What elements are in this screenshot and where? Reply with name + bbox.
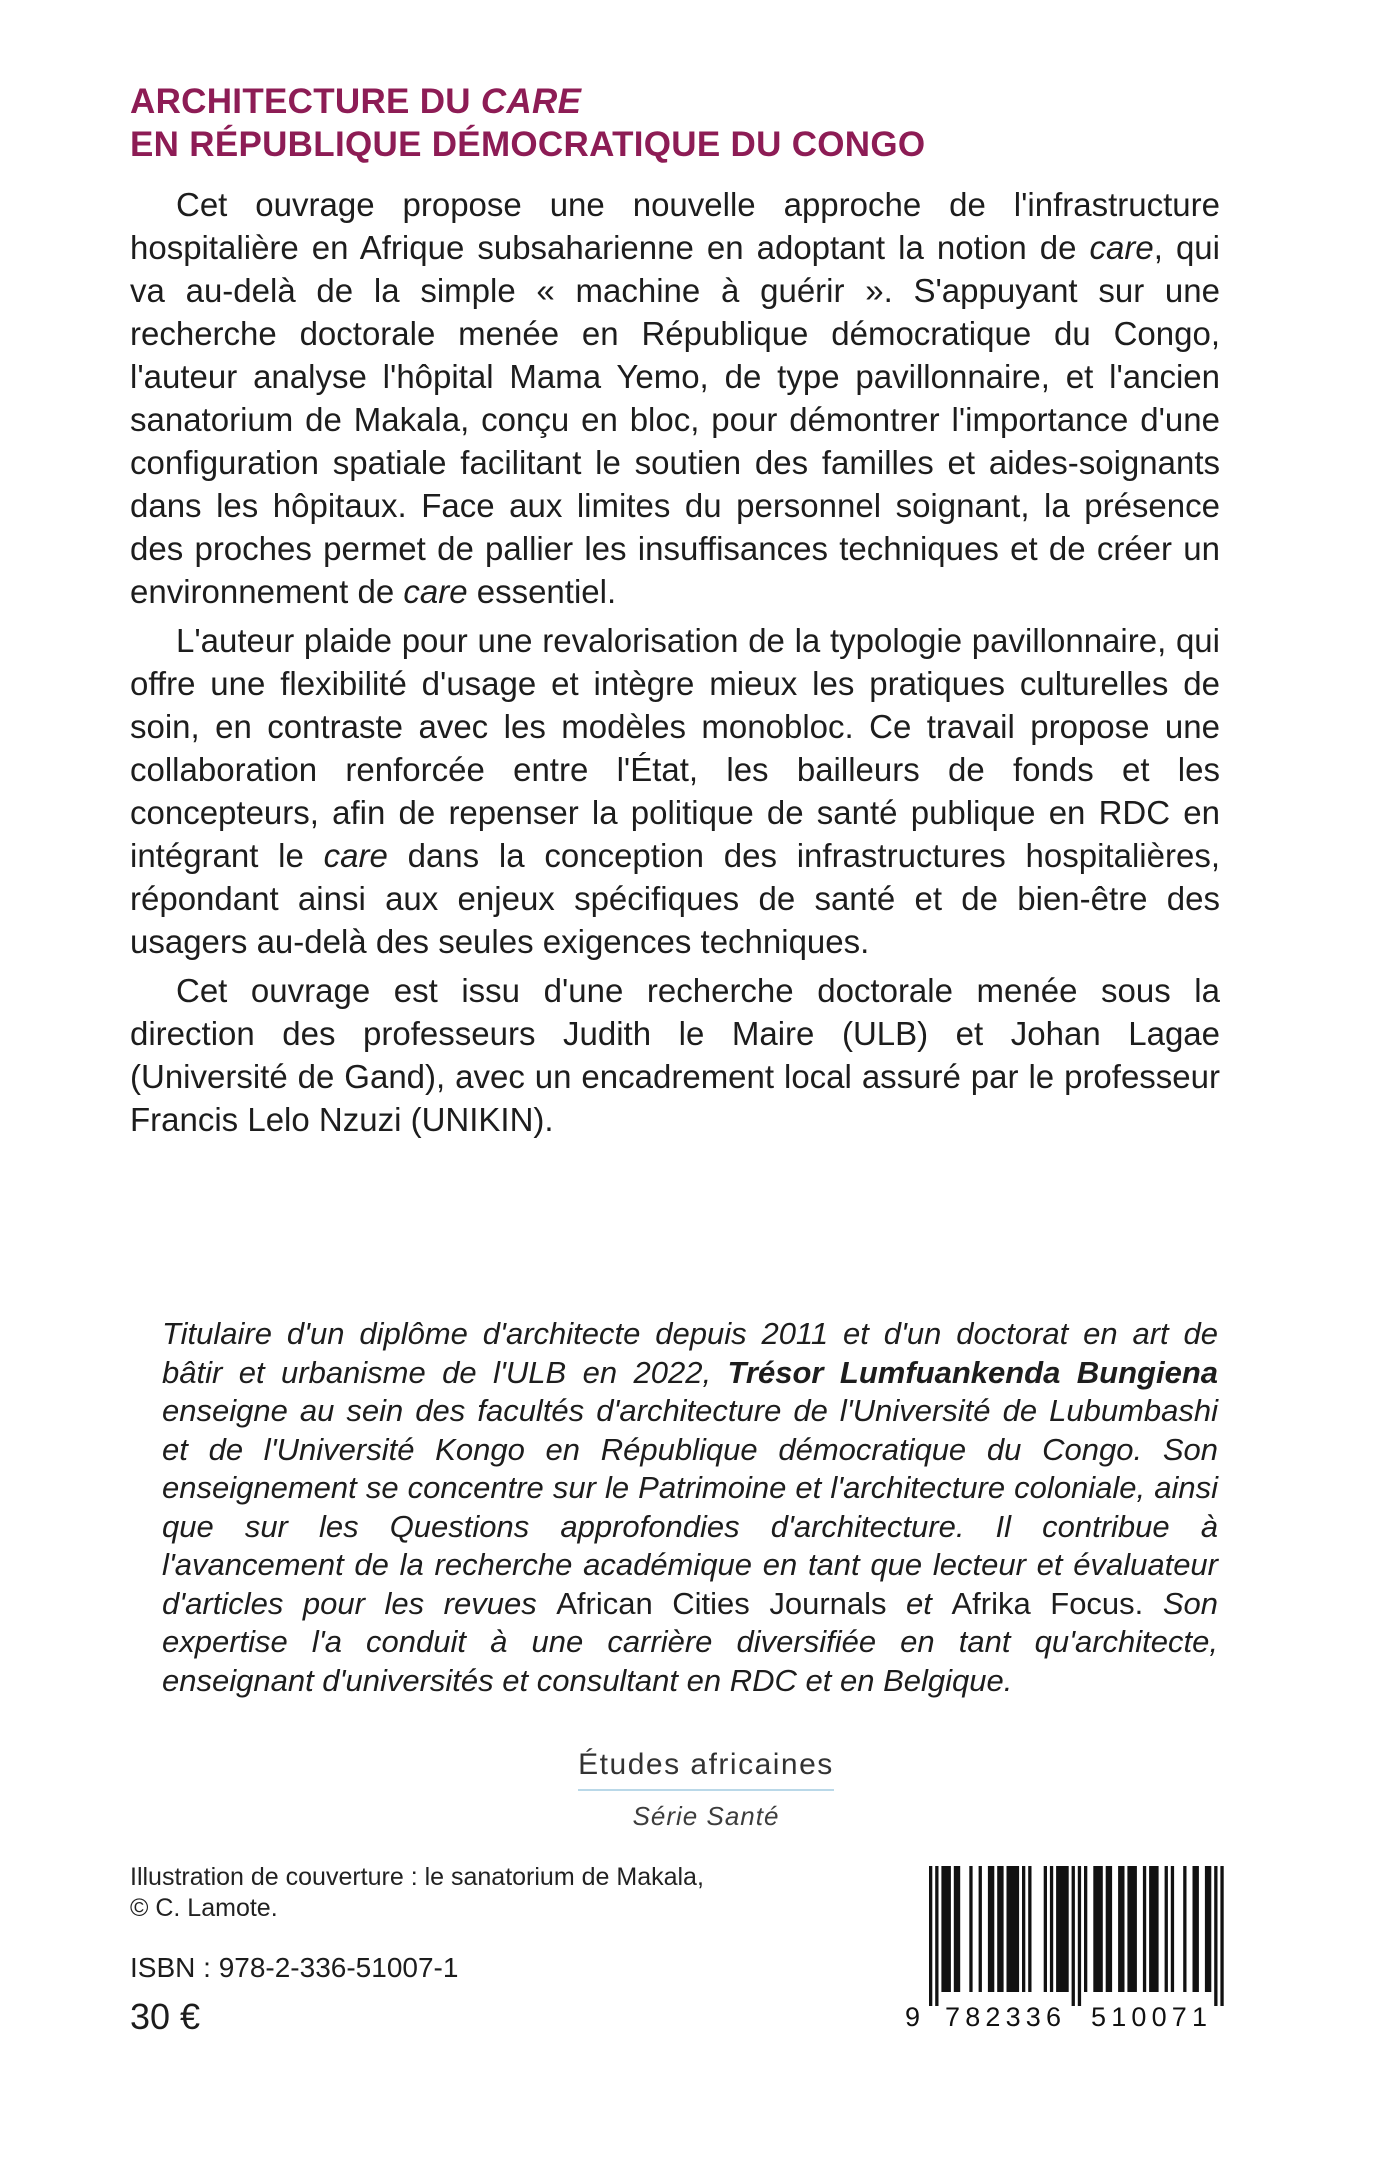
- book-title-line-1: ARCHITECTURE DU CARE: [130, 82, 582, 122]
- isbn-text: ISBN : 978-2-336-51007-1: [130, 1952, 459, 1983]
- book-title-line-2: EN RÉPUBLIQUE DÉMOCRATIQUE DU CONGO: [130, 125, 926, 165]
- book-title: [130, 80, 1230, 166]
- svg-text:510071: 510071: [1091, 2002, 1207, 2032]
- collection-name: Études africaines: [578, 1748, 834, 1781]
- cover-credit: [130, 1862, 830, 1924]
- synopsis-paragraph-1: Cet ouvrage propose une nouvelle approche de l'infrastructure hospitalière en Afrique subsaharienne en adoptant la notion de care, qui va au-delà de la simple « machine à guérir ». S'appuyant sur une recherche doctorale menée en République démocratique du Congo, l'auteur analyse l'hôpital Mama Yemo, de type pavillonnaire, et l'ancien sanatorium de Makala, conçu en bloc, pour démontrer l'importance d'une configuration spatiale facilitant le soutien des familles et aides-soignants dans les hôpitaux. Face aux limites du personnel soignant, la présence des proches permet de pallier les insuffisances techniques et de créer un environnement de care essentiel.: [130, 186, 1220, 610]
- series-name: Série Santé: [632, 1801, 780, 1831]
- collection-underline: [578, 1789, 834, 1791]
- collection-logo: [456, 1748, 956, 1832]
- svg-text:782336: 782336: [945, 2002, 1061, 2032]
- synopsis-paragraph-2: L'auteur plaide pour une revalorisation de la typologie pavillonnaire, qui offre une flexibilité d'usage et intègre mieux les pratiques culturelles de soin, en contraste avec les modèles monobloc. Ce travail propose une collaboration renforcée entre l'État, les bailleurs de fonds et les concepteurs, afin de repenser la politique de santé publique en RDC en intégrant le care dans la conception des infrastructures hospitalières, répondant ainsi aux enjeux spécifiques de santé et de bien-être des usagers au-delà des seules exigences techniques.: [130, 622, 1220, 960]
- synopsis: [130, 183, 1220, 1147]
- cover-credit-line-1: Illustration de couverture : le sanatorium de Makala,: [130, 1863, 704, 1891]
- author-bio: Titulaire d'un diplôme d'architecte depuis 2011 et d'un doctorat en art de bâtir et urbanisme de l'ULB en 2022, Trésor Lumfuankenda Bungiena enseigne au sein des facultés d'architecture de l'Université de Lubumbashi et de l'Université Kongo en République démocratique du Congo. Son enseignement se concentre sur le Patrimoine et l'architecture coloniale, ainsi que sur les Questions approfondies d'architecture. Il contribue à l'avancement de la recherche académique en tant que lecteur et évaluateur d'articles pour les revues African Cities Journals et Afrika Focus. Son expertise l'a conduit à une carrière diversifiée en tant qu'architecte, enseignant d'universités et consultant en RDC et en Belgique.: [162, 1316, 1218, 1698]
- cover-credit-line-2: © C. Lamote.: [130, 1894, 278, 1922]
- synopsis-paragraph-3: Cet ouvrage est issu d'une recherche doctorale menée sous la direction des professeurs Judith le Maire (ULB) et Johan Lagae (Université de Gand), avec un encadrement local assuré par le professeur Francis Lelo Nzuzi (UNIKIN).: [130, 972, 1220, 1138]
- svg-text:9: 9: [905, 2002, 921, 2032]
- barcode: [903, 1866, 1227, 2036]
- price-text: 30 €: [130, 1996, 201, 2037]
